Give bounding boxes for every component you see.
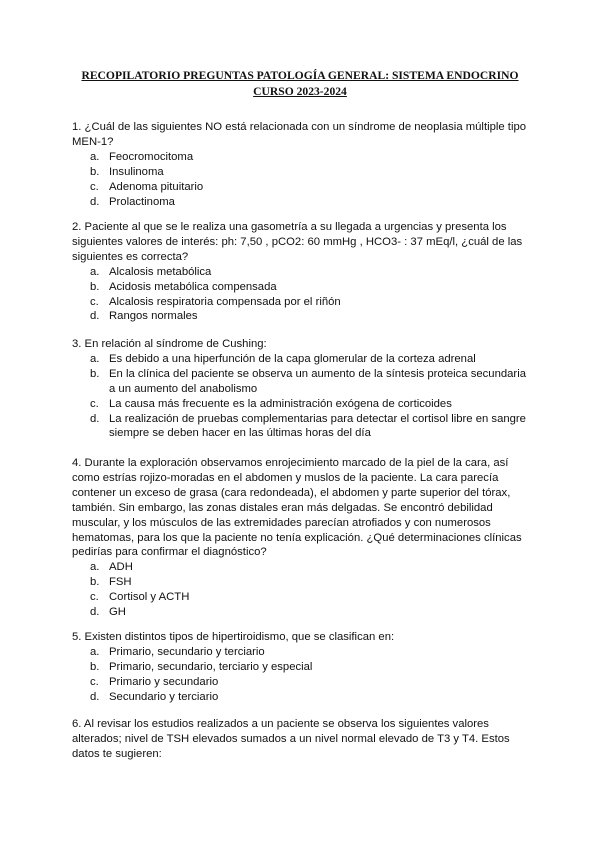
option-marker: a. xyxy=(90,265,100,278)
option-marker: b. xyxy=(90,660,100,673)
option-text: Rangos normales xyxy=(109,310,198,323)
options-list xyxy=(72,352,534,441)
option-b xyxy=(72,165,534,180)
course-year: CURSO 2023-2024 xyxy=(253,85,347,98)
question-1 xyxy=(72,120,534,209)
option-marker: c. xyxy=(90,180,99,193)
option-a xyxy=(72,645,534,660)
option-marker: a. xyxy=(90,561,100,574)
option-b xyxy=(72,660,534,675)
option-text: Prolactinoma xyxy=(109,195,175,208)
question-6 xyxy=(72,717,534,762)
option-c xyxy=(72,675,534,690)
option-marker: c. xyxy=(90,295,99,308)
option-c xyxy=(72,397,534,412)
option-marker: a. xyxy=(90,352,100,365)
option-d xyxy=(72,690,534,705)
option-b xyxy=(72,575,534,590)
option-marker: c. xyxy=(90,591,99,604)
option-marker: c. xyxy=(90,397,99,410)
options-list xyxy=(72,560,534,620)
option-c xyxy=(72,295,534,310)
question-stem: 6. Al revisar los estudios realizados a un paciente se observa los siguientes valores alterados; nivel de TSH elevados sumados a un nivel normal elevado de T3 y T4. Estos datos te sugieren: xyxy=(72,718,510,760)
document-header xyxy=(0,68,600,100)
question-stem: 1. ¿Cuál de las siguientes NO está relacionada con un síndrome de neoplasia múltiple tipo MEN-1? xyxy=(72,121,527,148)
option-text: En la clínica del paciente se observa un aumento de la síntesis proteica secundaria a un aumento del anabolismo xyxy=(109,367,526,395)
option-text: Acidosis metabólica compensada xyxy=(109,280,277,293)
option-b xyxy=(72,367,534,397)
question-stem: 2. Paciente al que se le realiza una gasometría a su llegada a urgencias y presenta los siguientes valores de interés: ph: 7,50 , pCO2: 60 mmHg , HCO3- : 37 mEq/l, ¿cuál de las siguientes es correcta? xyxy=(72,221,523,263)
option-text: ADH xyxy=(109,561,133,574)
option-d xyxy=(72,412,534,442)
option-c xyxy=(72,180,534,195)
option-text: Es debido a una hiperfunción de la capa glomerular de la corteza adrenal xyxy=(109,352,476,365)
option-text: Adenoma pituitario xyxy=(109,180,204,193)
option-a xyxy=(72,352,534,367)
option-marker: b. xyxy=(90,280,100,293)
question-stem: 5. Existen distintos tipos de hipertiroidismo, que se clasifican en: xyxy=(72,631,395,643)
option-marker: a. xyxy=(90,150,100,163)
question-stem: 4. Durante la exploración observamos enrojecimiento marcado de la piel de la cara, así como estrías rojizo-moradas en el abdomen y muslos de la paciente. La cara parecía contener un exceso de grasa (cara redondeada), el abdomen y parte superior del tórax, también. Sin embargo, las zonas distales eran más delgadas. Se encontró debilidad muscular, y los músculos de las extremidades parecían atrofiados y con numerosos hematomas, para los que la paciente no tenía explicación. ¿Qué determinaciones clínicas pedirías para confirmar el diagnóstico? xyxy=(72,457,522,559)
option-a xyxy=(72,265,534,280)
document-title: RECOPILATORIO PREGUNTAS PATOLOGÍA GENERAL: SISTEMA ENDOCRINO xyxy=(81,69,519,82)
option-d xyxy=(72,309,534,324)
option-a xyxy=(72,560,534,575)
question-4 xyxy=(72,456,534,620)
option-marker: c. xyxy=(90,675,99,688)
options-list xyxy=(72,150,534,210)
option-text: GH xyxy=(109,606,126,619)
option-text: La realización de pruebas complementarias para detectar el cortisol libre en sangre siempre se deben hacer en las últimas horas del día xyxy=(109,412,526,440)
option-marker: b. xyxy=(90,165,100,178)
option-text: Primario, secundario, terciario y especial xyxy=(109,660,313,673)
options-list xyxy=(72,645,534,705)
option-b xyxy=(72,280,534,295)
option-text: Primario y secundario xyxy=(109,675,219,688)
option-text: FSH xyxy=(109,576,132,589)
option-a xyxy=(72,150,534,165)
option-text: Alcalosis respiratoria compensada por el riñón xyxy=(109,295,341,308)
option-marker: b. xyxy=(90,367,100,380)
option-marker: d. xyxy=(90,310,100,323)
option-text: Primario, secundario y terciario xyxy=(109,645,265,658)
option-marker: d. xyxy=(90,606,100,619)
question-2 xyxy=(72,220,534,324)
option-marker: d. xyxy=(90,690,100,703)
option-text: Secundario y terciario xyxy=(109,690,219,703)
option-marker: d. xyxy=(90,195,100,208)
option-d xyxy=(72,195,534,210)
option-text: La causa más frecuente es la administración exógena de corticoides xyxy=(109,397,452,410)
question-3 xyxy=(72,337,534,441)
option-text: Cortisol y ACTH xyxy=(109,591,190,604)
option-d xyxy=(72,605,534,620)
option-c xyxy=(72,590,534,605)
option-marker: d. xyxy=(90,412,100,425)
question-stem: 3. En relación al síndrome de Cushing: xyxy=(72,338,267,350)
option-text: Feocromocitoma xyxy=(109,150,194,163)
question-5 xyxy=(72,630,534,705)
option-text: Alcalosis metabólica xyxy=(109,265,212,278)
option-text: Insulinoma xyxy=(109,165,164,178)
options-list xyxy=(72,265,534,325)
option-marker: a. xyxy=(90,645,100,658)
option-marker: b. xyxy=(90,576,100,589)
